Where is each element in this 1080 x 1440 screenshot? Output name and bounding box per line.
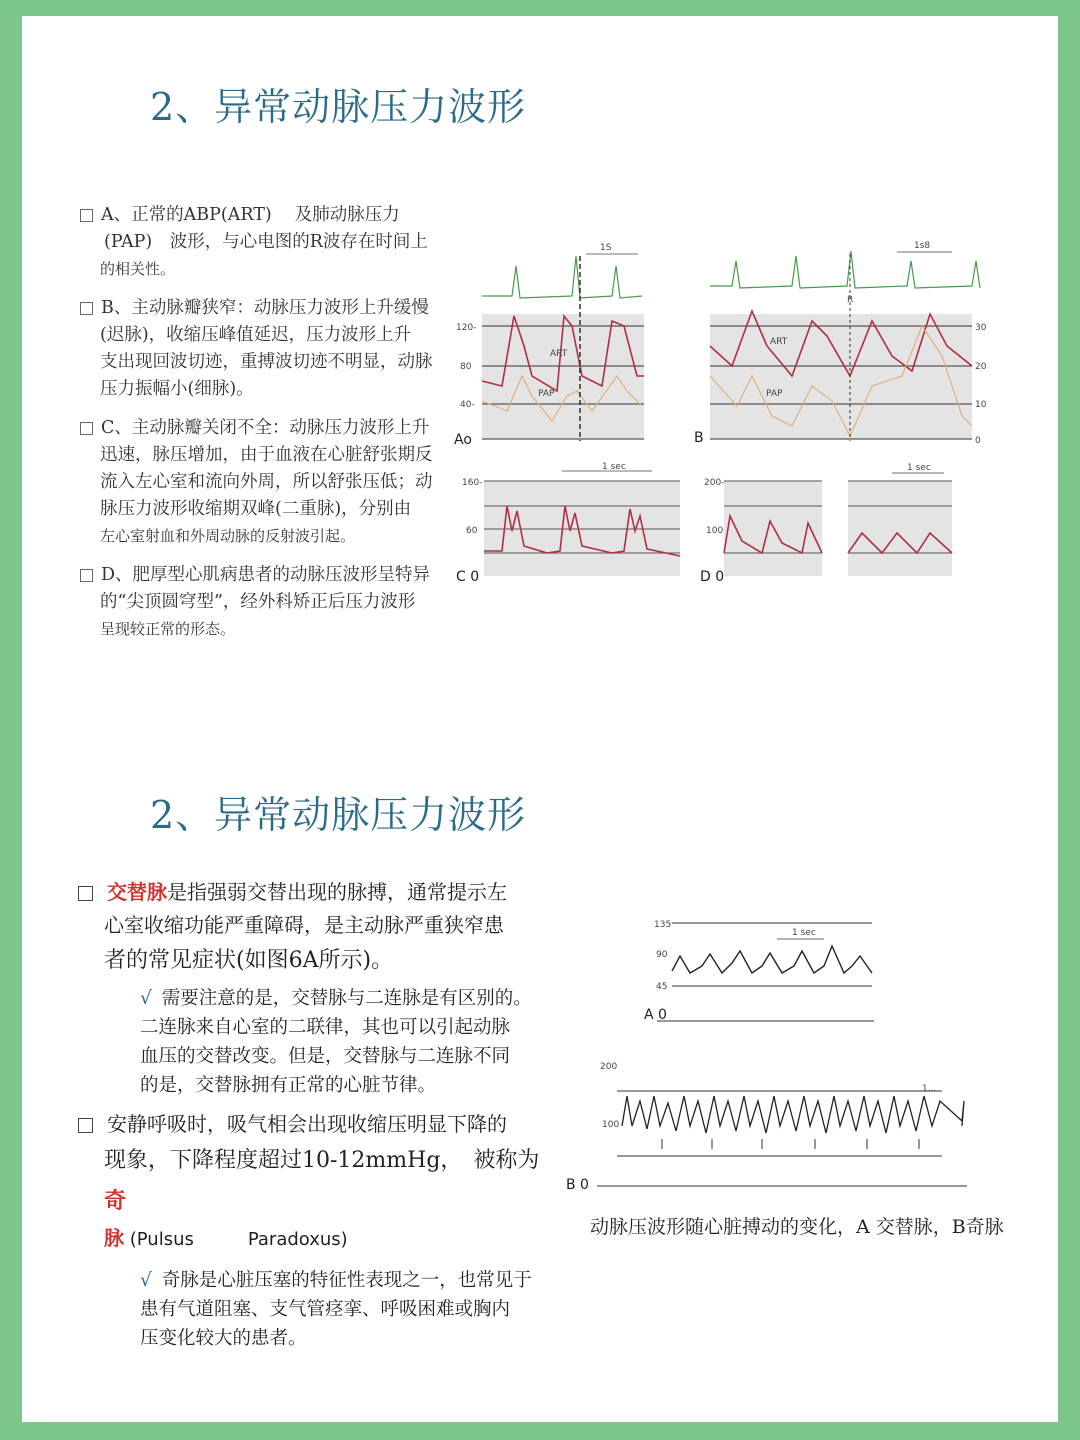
panel-alt-b — [566, 1062, 967, 1193]
tick: 10 — [975, 400, 987, 410]
art-label: ART — [770, 337, 788, 347]
check-icon: √ — [140, 988, 152, 1009]
panel-c — [456, 462, 680, 585]
tick: 20 — [975, 362, 987, 372]
panel-b — [694, 241, 987, 446]
tick: 100 — [706, 526, 724, 536]
pap-label: PAP — [538, 389, 555, 399]
tick: 30 — [975, 323, 987, 333]
checkbox-icon — [80, 422, 93, 435]
checkbox-icon — [78, 1118, 93, 1133]
tick: 100 — [602, 1120, 620, 1130]
panel-d — [700, 463, 952, 585]
tick: 0 — [975, 436, 981, 446]
figure-alternans — [562, 911, 982, 1191]
panel-alt-a — [644, 920, 874, 1023]
alt-a-label: A 0 — [644, 1007, 667, 1023]
tick: 120- — [456, 323, 477, 333]
panel-d-label: D 0 — [700, 569, 725, 585]
checkbox-icon — [78, 886, 93, 901]
tick: 60 — [466, 526, 478, 536]
item-c: C、主动脉瓣关闭不全：动脉压力波形上升 迅速，脉压增加，由于血液在心脏舒张期反 流入左心室和流向外周，所以舒张压低；动 脉压力波形收缩期双峰(二重脉)，分别由 左心室射血和外周动脉的反射波引起。 — [80, 415, 500, 550]
checkbox-icon — [80, 302, 93, 315]
panel-a — [454, 243, 644, 448]
item-b: B、主动脉瓣狭窄：动脉压力波形上升缓慢 (迟脉)，收缩压峰值延迟，压力波形上升 支出现回波切迹，重搏波切迹不明显，动脉 压力振幅小(细脉)。 — [80, 295, 500, 403]
checkbox-icon — [80, 569, 93, 582]
tick: 45 — [656, 982, 668, 992]
item-a: A、正常的ABP(ART) 及肺动脉压力 (PAP) 波形，与心电图的R波存在时间上 的相关性。 — [80, 202, 500, 283]
tick: 160- — [462, 478, 483, 488]
section2-title: 2、异常动脉压力波形 — [150, 793, 527, 837]
tick: 200 — [600, 1062, 618, 1072]
tick: 40- — [460, 400, 475, 410]
tick: 80 — [460, 362, 472, 372]
section2-text: 交替脉是指强弱交替出现的脉搏，通常提示左 心室收缩功能严重障碍，是主动脉严重狭窄患 者的常见症状(如图6A所示)。 √ 需要注意的是，交替脉与二连脉是有区别的。 二连脉来自心室的二联律，其也可以引起动脉 血压的交替改变。但是，交替脉与二连脉不同 的是，交替脉拥有正常的心脏节律。 安静呼吸时，吸气相会出现收缩压明显下降的 现象，下降程度超过10-12mmHg， 被称为奇 脉 (Pulsus Paradoxus) √ 奇脉是心脏压塞的特征性表现之一，也常见于 患有气道阻塞、支气管痉挛、呼吸困难或胸内 压变化较大的患者。 — [78, 876, 548, 1353]
figure-cd — [452, 461, 982, 591]
checkbox-icon — [80, 209, 93, 222]
panel-b-label: B — [694, 430, 704, 446]
section1-title: 2、异常动脉压力波形 — [150, 85, 527, 129]
section1-list — [80, 202, 500, 643]
item-d: D、肥厚型心肌病患者的动脉压波形呈特异 的“尖顶圆穹型”，经外科矫正后压力波形 呈现较正常的形态。 — [80, 562, 500, 643]
r-label: R — [847, 295, 854, 305]
tick: 90 — [656, 950, 668, 960]
check-icon: √ — [140, 1270, 152, 1291]
alt-b-label: B 0 — [566, 1177, 589, 1193]
alt-b-time: 1... — [922, 1084, 937, 1094]
page — [22, 16, 1058, 1422]
tick: 135 — [654, 920, 672, 930]
figure-ab — [452, 226, 987, 448]
panel-a-label: Ao — [454, 432, 472, 448]
panel-a-time: 1S — [600, 243, 612, 253]
alt-a-time: 1 sec — [792, 928, 816, 938]
tick: 200- — [704, 478, 725, 488]
panel-d-time: 1 sec — [907, 463, 931, 473]
art-label: ART — [550, 349, 568, 359]
panel-c-label: C 0 — [456, 569, 480, 585]
panel-c-time: 1 sec — [602, 462, 626, 472]
figure-caption: 动脉压波形随心脏搏动的变化，A 交替脉，B奇脉 — [590, 1216, 1004, 1238]
pap-label: PAP — [766, 389, 783, 399]
panel-b-time: 1s8 — [914, 241, 931, 251]
